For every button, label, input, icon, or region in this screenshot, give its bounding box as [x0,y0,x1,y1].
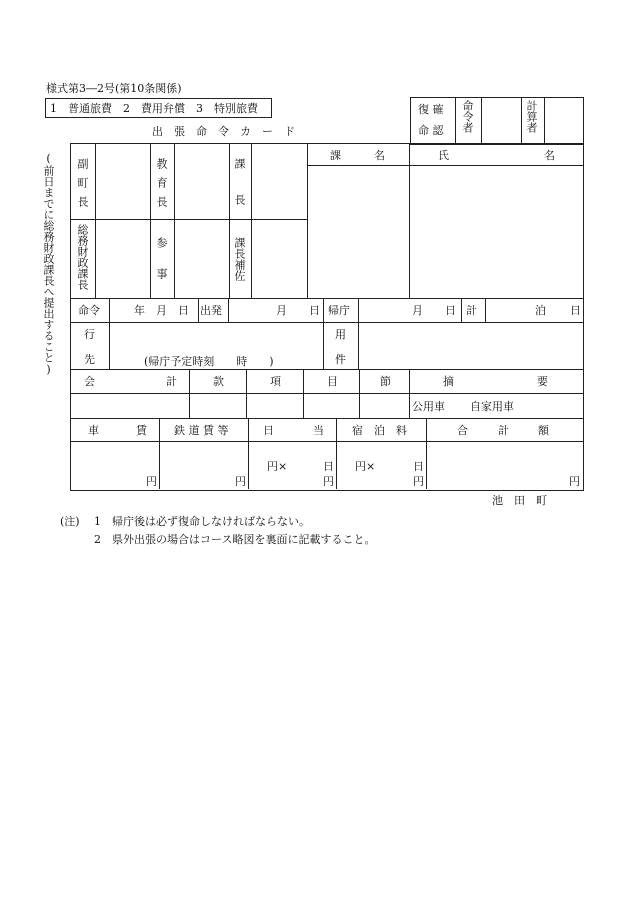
setsu-label: 節 [380,375,391,388]
nittou-yen: 円 [323,475,334,488]
kei-label: 計 [466,304,477,317]
return-time: (帰庁予定時刻 時 ) [144,355,274,368]
shukuhaku-yen-x: 円× [355,460,376,473]
gyou-label: 行 [84,328,95,341]
you-label: 用 [335,328,346,341]
goukei-yen: 円 [569,475,580,488]
shachin-right: 賃 [136,424,147,437]
nittou-left: 日 [263,424,274,437]
note-1-number: 1 [94,515,101,528]
keisansha-label: 計算者 [525,100,538,133]
side-note: (前日までに総務財政課長へ提出すること) [42,152,55,376]
soumu-kachou-label: 総務財政課長 [76,224,89,290]
meirei-date: 年 月 日 [134,304,189,317]
fukuchoucho-label: 副町長 [76,158,89,215]
fukumei-top: 復 確 [418,103,444,116]
travel-types: 1 普通旅費 2 費用弁償 3 特別旅費 [50,102,258,115]
form-number: 様式第3―2号(第10条関係) [46,82,182,95]
shachin-yen: 円 [146,475,157,488]
main-table [70,143,584,491]
moku-label: 目 [327,375,338,388]
kou-label: 項 [270,375,281,388]
goukei-3: 額 [538,424,549,437]
fukumei-bottom: 命 認 [418,124,444,137]
ken-label: 件 [335,353,346,366]
shuppatsu-date: 月 日 [276,304,320,317]
nittou-yen-x: 円× [267,460,288,473]
shukuhaku-yen: 円 [413,475,424,488]
kan-label: 款 [213,375,224,388]
tekiyou-right: 要 [537,375,548,388]
shachin-left: 車 [88,424,99,437]
town-name: 池 田 町 [492,494,547,507]
kamei-header: 課 名 [330,149,385,162]
goukei-2: 計 [498,424,509,437]
nittou-right: 当 [313,424,324,437]
kichou-date: 月 日 [412,304,456,317]
kachou-label: 課長 [233,158,246,230]
note-2: 県外出張の場合はコース略図を裏面に記載すること。 [112,533,376,546]
nittou-day: 日 [323,460,334,473]
goukei-1: 合 [457,424,468,437]
tetsudou-yen: 円 [235,475,246,488]
kyouikuchou-label: 教育長 [155,158,168,215]
note-2-number: 2 [94,533,101,546]
shimei-left: 氏 [438,149,449,162]
koyousha-label: 公用車 [412,400,445,413]
haku-label: 泊 [535,304,546,317]
shuppatsu-label: 出発 [200,304,222,317]
meireisha-label: 命令者 [461,100,474,133]
jikayousha-label: 自家用車 [470,400,514,413]
tetsudou-label: 鉄 道 賃 等 [174,424,229,437]
saki-label: 先 [84,353,95,366]
tekiyou-left: 摘 [443,375,454,388]
kai-label: 会 [84,375,95,388]
card-title: 出 張 命 令 カ ー ド [152,125,295,138]
shukuhaku-label: 宿 泊 料 [352,424,407,437]
notes-label: (注) [60,515,80,528]
nichi-label: 日 [570,304,581,317]
meirei-label: 命令 [78,304,100,317]
shimei-right: 名 [544,149,555,162]
kaikei-label: 計 [166,375,177,388]
sanji-label: 参事 [155,237,168,299]
kachou-hosa-label: 課長補佐 [233,237,246,281]
note-1: 帰庁後は必ず復命しなければならない。 [112,515,310,528]
kichou-label: 帰庁 [328,304,350,317]
shukuhaku-day: 日 [413,460,424,473]
